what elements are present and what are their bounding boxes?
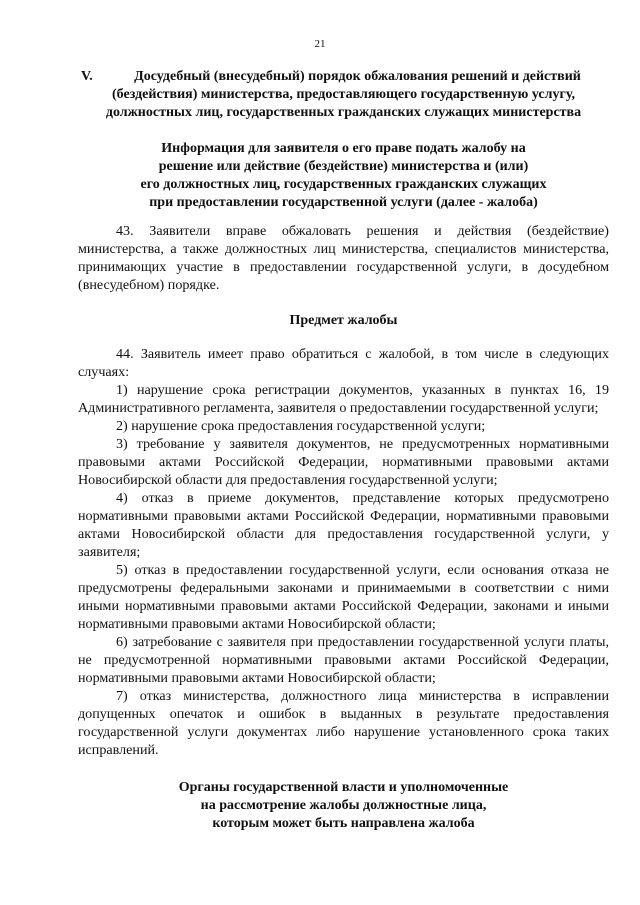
paragraph-43 xyxy=(78,222,609,294)
info-heading xyxy=(78,140,609,212)
bodies-heading-line-3: которым может быть направлена жалоба xyxy=(212,816,475,831)
paragraph-44 xyxy=(78,345,609,759)
info-heading-line-2: решение или действие (бездействие) министерства и (или) xyxy=(158,159,529,174)
case-item-2: 2) нарушение срока предоставления государственной услуги; xyxy=(116,418,486,434)
page-number: 21 xyxy=(314,38,326,50)
bodies-heading-line-1: Органы государственной власти и уполномоченные xyxy=(178,780,509,795)
bodies-heading-line-2: на рассмотрение жалобы должностные лица, xyxy=(200,798,487,813)
info-heading-line-1: Информация для заявителя о его праве подать жалобу на xyxy=(161,141,526,156)
case-item-5: 5) отказ в предоставлении государственной услуги, если основания отказа не предусмотрены федеральными законами и принимаемыми в соответствии с ними иными нормативными правовыми актами Российской Федерации, законами и иными нормативными правовыми актами Новосибирской области; xyxy=(78,562,609,632)
section-title-line-1: Досудебный (внесудебный) порядок обжалования решений и действий xyxy=(134,69,581,84)
info-heading-line-4: при предоставлении государственной услуги (далее - жалоба) xyxy=(149,195,538,210)
case-item-6: 6) затребование с заявителя при предоставлении государственной услуги платы, не предусмотренной нормативными правовыми актами Российской Федерации, нормативными правовыми актами Новосибирской области; xyxy=(78,634,609,686)
case-item-3: 3) требование у заявителя документов, не предусмотренных нормативными правовыми актами Российской Федерации, нормативными правовыми актами Новосибирской области для предоставления государственной услуги; xyxy=(78,436,609,488)
paragraph-44-intro: 44. Заявитель имеет право обратиться с жалобой, в том числе в следующих случаях: xyxy=(78,346,609,380)
subject-heading: Предмет жалобы xyxy=(289,313,398,328)
case-item-7: 7) отказ министерства, должностного лица министерства в исправлении допущенных опечаток и ошибок в выданных в результате предоставления государственной услуги документах либо нарушение установленного срока таких исправлений. xyxy=(78,688,609,758)
case-item-1: 1) нарушение срока регистрации документов, указанных в пунктах 16, 19 Административного регламента, заявителя о предоставлении государственной услуги; xyxy=(78,382,609,416)
section-title-line-3: должностных лиц, государственных гражданских служащих министерства xyxy=(105,105,582,120)
bodies-heading xyxy=(78,779,609,833)
section-number: V. xyxy=(81,69,93,84)
section-title-line-2: (бездействия) министерства, предоставляющего государственную услугу, xyxy=(112,87,575,102)
info-heading-line-3: его должностных лиц, государственных гражданских служащих xyxy=(140,177,547,192)
section-heading xyxy=(78,68,609,122)
paragraph-43-text: 43. Заявители вправе обжаловать решения и действия (бездействие) министерства, а также должностных лиц министерства, специалистов министерства, принимающих участие в предоставлении государственной услуги, в досудебном (внесудебном) порядке. xyxy=(78,223,609,293)
case-item-4: 4) отказ в приеме документов, представление которых предусмотрено нормативными правовыми актами Российской Федерации, нормативными правовыми актами Новосибирской области для предоставления государственной услуги, у заявителя; xyxy=(78,490,609,560)
